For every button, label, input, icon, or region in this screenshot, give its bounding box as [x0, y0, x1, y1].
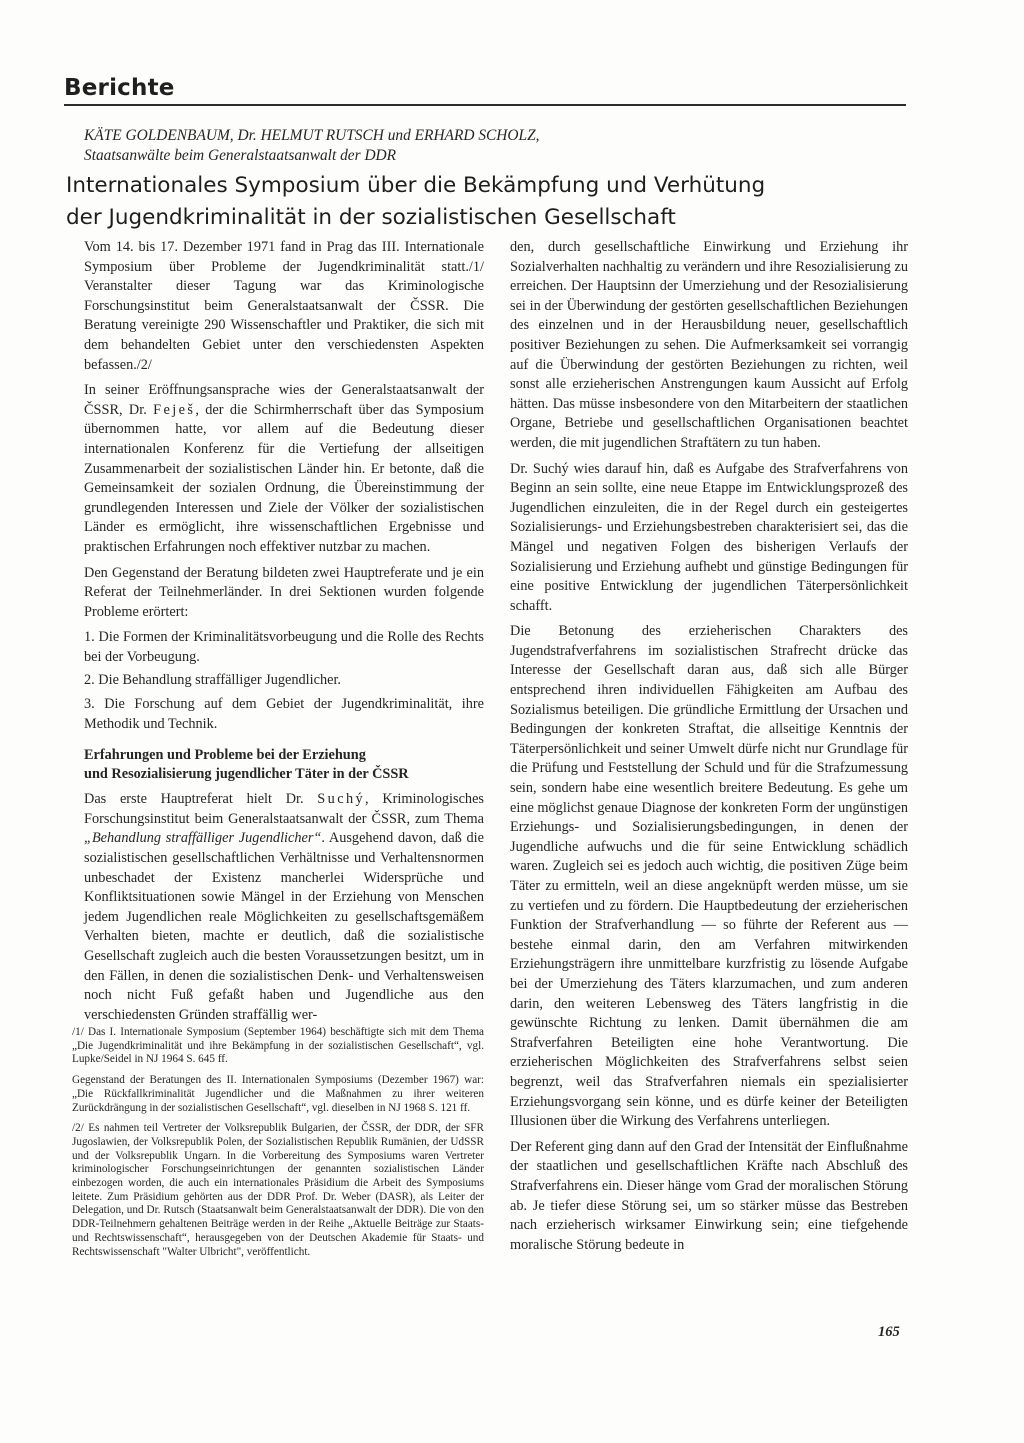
article-title	[66, 170, 906, 234]
paragraph-opening-speech	[84, 381, 484, 557]
section-label: Berichte	[64, 75, 175, 101]
paragraph-resocialization: den, durch gesellschaftliche Einwirkung und Erziehung ihr Sozialverhalten nachhaltig zu verändern und ihre Resozialisierung zu erreichen. Der Hauptsinn der Umerziehung und der Resozialisierung sei in der Überwindung der gestörten gesellschaftlichen Beziehungen des einzelnen und in der Herausbildung neuer, gesellschaftlich positiver Beziehungen zu sehen. Die Aufmerksamkeit sei vorrangig auf die Überwindung der gestörten Beziehungen zu richten, weil sonst alle erzieherischen Anstrengungen kaum Aussicht auf Erfolg hätten. Das müsse insbesondere von den Mitarbeitern der staatlichen Organe, Betriebe und gesellschaftlichen Organisationen beachtet werden, die mit jugendlichen Straftätern zu tun haben.	[510, 239, 908, 451]
title-line-1: Internationales Symposium über die Bekämpfung und Verhütung	[66, 173, 766, 198]
footnote-1-continued: Gegenstand der Beratungen des II. Internationalen Symposiums (Dezember 1967) war: „Die Rückfallkriminalität Jugendlicher und die Maßnahmen zu ihrer weiteren Zurückdrängung in der sozialistischen Gesellschaft“, vgl. dieselben in NJ 1968 S. 121 ff.	[72, 1074, 484, 1114]
subheading-line-1: Erfahrungen und Probleme bei der Erziehung	[84, 747, 366, 764]
list-item: 1. Die Formen der Kriminalitätsvorbeugung und die Rolle des Rechts bei der Vorbeugung.	[84, 629, 484, 665]
list-item: 2. Die Behandlung straffälliger Jugendlicher.	[84, 672, 342, 689]
footnote-2: /2/ Es nahmen teil Vertreter der Volksrepublik Bulgarien, der ČSSR, der DDR, der SFR Jugoslawien, der Volksrepublik Polen, der Sozialistischen Republik Rumänien, der UdSSR und der Volksrepublik Ungarn. In die Vorbereitung des Symposiums waren Vertreter kriminologischer Forschungseinrichtungen der genannten sozialistischen Länder einbezogen worden, die auch ein internationales Präsidium die Arbeit des Symposiums leitete. Zum Präsidium gehörten aus der DDR Prof. Dr. Weber (DASR), als Leiter der Delegation, und Dr. Rutsch (Staatsanwalt beim Generalstaatsanwalt der DDR). Die von den DDR-Teilnehmern gehaltenen Beiträge werden in der Reihe „Aktuelle Beiträge zur Staats- und Rechtswissenschaft“, herausgegeben von der Deutschen Akademie für Staats- und Rechtswissenschaft "Walter Ulbricht", veröffentlicht.	[72, 1122, 484, 1258]
paragraph-intensity: Der Referent ging dann auf den Grad der Intensität der Einflußnahme der staatlichen und gesellschaftlichen Kräfte nach Abschluß des Strafverfahrens ein. Dieser hänge vom Grad der moralischen Störung ab. Je tiefer diese Störung sei, um so stärker müsse das Bestreben nach erzieherisch wirksamer Einwirkung sein; eine tiefgehende moralische Störung bedeute in	[510, 1138, 908, 1253]
list-item: 3. Die Forschung auf dem Gebiet der Jugendkriminalität, ihre Methodik und Technik.	[84, 696, 484, 732]
footnote-1: /1/ Das I. Internationale Symposium (September 1964) beschäftigte sich mit dem Thema „Die Jugendkriminalität und ihre Bekämpfung in der sozialistischen Gesellschaft“, vgl. Lupke/Seidel in NJ 1964 S. 645 ff.	[72, 1026, 484, 1066]
subheading-line-2: und Resozialisierung jugendlicher Täter in der ČSSR	[84, 766, 409, 783]
text-run: , Kriminologisches Forschungsinstitut beim Generalstaatsanwalt der ČSSR, zum Thema	[84, 791, 484, 827]
page-number: 165	[878, 1324, 900, 1340]
person-name: Feješ	[153, 401, 196, 418]
paragraph-topics: Den Gegenstand der Beratung bildeten zwei Hauptreferate und je ein Referat der Teilnehmerländer. In drei Sektionen wurden folgende Probleme erörtert:	[84, 564, 484, 620]
title-line-2: der Jugendkriminalität in der sozialistischen Gesellschaft	[66, 205, 676, 230]
right-column	[510, 238, 908, 1261]
subheading	[84, 746, 484, 784]
paragraph-first-report	[84, 790, 484, 1025]
byline	[84, 126, 904, 166]
text-run: . Ausgehend davon, daß die sozialistischen gesellschaftlichen Verhältnisse und Verhaltensnormen unbeschadet der Existenz mancherlei Widersprüche und Konfliktsituationen sowie Mängel in der Erziehung von Menschen jedem Jugendlichen reale Möglichkeiten zu gesellschaftsgemäßem Verhalten bieten, machte er deutlich, daß die sozialistische Gesellschaft zugleich auch die besten Voraussetzungen besitzt, um in den Fällen, in denen die sozialistischen Denk- und Verhaltensweisen noch nicht Fuß gefaßt haben und Jugendliche aus den verschiedensten Gründen straffällig wer-	[84, 830, 485, 1023]
left-column	[84, 238, 484, 1031]
author-affiliation: Staatsanwälte beim Generalstaatsanwalt der DDR	[84, 147, 397, 164]
paragraph-intro: Vom 14. bis 17. Dezember 1971 fand in Prag das III. Internationale Symposium über Probleme der Jugendkriminalität statt./1/ Veranstalter dieser Tagung war das Kriminologische Forschungsinstitut beim Generalstaatsanwalt der ČSSR. Die Beratung vereinigte 290 Wissenschaftler und Praktiker, die sich mit dem behandelten Gebiet unter den verschiedensten Aspekten befassen./2/	[84, 239, 484, 373]
footnotes	[72, 1026, 484, 1266]
text-run: Das erste Hauptreferat hielt Dr.	[84, 791, 318, 808]
paragraph-educational-character: Die Betonung des erzieherischen Charakters des Jugendstrafverfahrens im sozialistischen Strafrecht drücke das Interesse der Gesellschaft daran aus, daß sich alle Bürger entsprechend ihren individuellen Fähigkeiten am Aufbau des Sozialismus beteiligen. Die gründliche Ermittlung der Ursachen und Bedingungen der konkreten Straftat, die allseitige Kenntnis der Täterpersönlichkeit und seiner Umwelt dürfe nicht nur Grundlage für die Prüfung und Feststellung der Schuld und für die Strafzumessung sein, sondern habe eine wesentlich breitere Bedeutung. Es gehe um eine möglichst genaue Diagnose der konkreten Form der ungünstigen Erziehungs- und Sozialisierungsbedingungen, in denen der Jugendliche aufwuchs und die für seine Entwicklung schädlich waren. Zugleich sei es jedoch auch wichtig, die positiven Züge beim Täter zu ermitteln, weil an diese angeknüpft werden müsse, um sie zu vertiefen und zu fördern. Die Hauptbedeutung der erzieherischen Funktion der Strafverhandlung — so führte der Referent aus — bestehe einmal darin, den am Verfahren mitwirkenden Erziehungsträgern ihre unmittelbare kurzfristig zu lösende Aufgabe bei der Umerziehung des Täters klarzumachen, und zum anderen darin, den weiteren Lebensweg des Täters langfristig in die gewünschte Richtung zu lenken. Damit übernähmen die am Strafverfahren Beteiligten eine hohe Verantwortung. Die erzieherischen Möglichkeiten des Strafverfahrens selbst seien begrenzt, weil das Strafverfahren niemals ein spezialisierter Erziehungsvorgang sein könne, und es dürfe keiner der Beteiligten Illusionen über die Wirkung des Verfahrens unterliegen.	[510, 623, 908, 1130]
author-names: KÄTE GOLDENBAUM, Dr. HELMUT RUTSCH und ERHARD SCHOLZ,	[84, 127, 540, 144]
person-name: Suchý	[317, 791, 366, 808]
paragraph-procedure-task: Dr. Suchý wies darauf hin, daß es Aufgabe des Strafverfahrens von Beginn an sein sollte, eine neue Etappe im Entwicklungsprozeß des Jugendlichen einzuleiten, die in der Regel durch ein gesteigertes Sozialisierungs- und Erziehungsbestreben charakterisiert sei, das die Mängel und negativen Folgen des bisherigen Verlaufs der Sozialisierung und Erziehung aufhebt und günstige Bedingungen für eine positive Entwicklung der jugendlichen Täterpersönlichkeit schafft.	[510, 460, 908, 614]
text-run: In seiner Eröffnungsansprache wies der Generalstaatsanwalt der ČSSR, Dr.	[84, 382, 484, 418]
text-run: , der die Schirmherrschaft über das Symposium übernommen hatte, vor allem auf die Bedeutung dieser internationalen Konferenz für die Vertiefung der allseitigen Zusammenarbeit der sozialistischen Länder hin. Er betonte, daß die Gemeinsamkeit der sozialen Ordnung, die Übereinstimmung der grundlegenden Interessen und Ziele der Völker der sozialistischen Länder es ermöglicht, ihre wissenschaftlichen Ergebnisse und praktischen Erfahrungen noch effektiver nutzbar zu machen.	[84, 401, 484, 555]
section-header	[64, 74, 906, 106]
report-topic: „Behandlung straffälliger Jugendlicher“	[84, 830, 322, 847]
